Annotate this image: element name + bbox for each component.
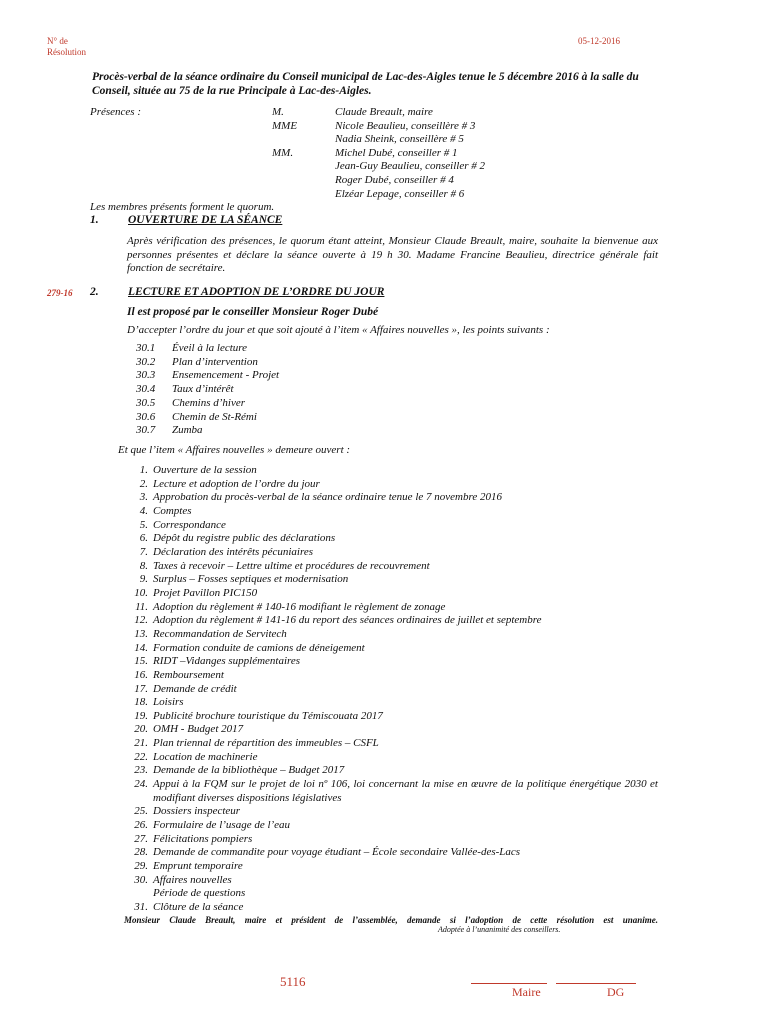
agenda-item-text: Lecture et adoption de l’ordre du jour — [153, 477, 320, 490]
agenda-item — [124, 546, 658, 560]
agenda-item — [124, 573, 658, 587]
presence-row — [272, 106, 485, 120]
document-date: 05-12-2016 — [578, 36, 620, 46]
agenda-item-text: Demande de commandite pour voyage étudiant – École secondaire Vallée-des-Lacs — [153, 846, 521, 859]
agenda-item-text: OMH - Budget 2017 — [153, 723, 244, 736]
section2-number: 2. — [90, 286, 99, 298]
agenda-item — [124, 505, 658, 519]
agenda-item-number: 13. — [134, 627, 148, 640]
agenda-item-number: 7. — [139, 545, 148, 558]
agenda-item-text: Comptes — [153, 504, 192, 517]
agenda-item-text: Période de questions — [153, 887, 246, 900]
presence-row — [272, 133, 485, 147]
presence-row — [272, 174, 485, 188]
agenda-item-text: Plan triennal de répartition des immeubles – CSFL — [153, 737, 379, 750]
item-number: 30.4 — [136, 383, 156, 396]
presence-row — [272, 120, 485, 134]
presence-name: Nadia Sheink, conseillère # 5 — [335, 133, 464, 146]
agenda-item-number: 23. — [134, 764, 148, 777]
resolution-label-line2: Résolution — [47, 47, 87, 57]
resolution-number-label — [47, 36, 86, 58]
presence-name: Elzéar Lepage, conseiller # 6 — [335, 187, 465, 200]
list-item — [136, 383, 279, 397]
section1-text: Après vérification des présences, le quorum étant atteint, Monsieur Claude Breault, maire, souhaite la bienvenue aux personnes présentes et déclare la séance ouverte à 19 h 30. Madame Francine Beaulieu, directrice générale fait fonction de secrétaire. — [127, 235, 658, 274]
agenda-item — [124, 655, 658, 669]
agenda-item-number: 20. — [134, 723, 148, 736]
agenda-item — [124, 723, 658, 737]
item-text: Ensemencement - Projet — [172, 369, 280, 382]
agenda-item — [124, 642, 658, 656]
section2-title: LECTURE ET ADOPTION DE L’ORDRE DU JOUR — [128, 286, 385, 298]
agenda-item-number: 2. — [139, 477, 148, 490]
agenda-item-number: 5. — [139, 518, 148, 531]
agenda-item-text: Déclaration des intérêts pécuniaires — [153, 545, 313, 558]
agenda-item-text: Adoption du règlement # 141-16 du report des séances ordinaires de juillet et septembre — [153, 614, 542, 627]
agenda-item — [124, 710, 658, 724]
presence-name: Roger Dubé, conseiller # 4 — [335, 173, 454, 186]
agenda-item-number: 1. — [139, 464, 148, 476]
agenda-item — [124, 860, 658, 874]
agenda-item-text: Appui à la FQM sur le projet de loi nº 106, loi concernant la mise en œuvre de la politique énergétique 2030 et modifiant diverses dispositions législatives — [153, 778, 658, 804]
presence-title: MME — [272, 119, 298, 132]
agenda-item-number: 21. — [134, 737, 148, 750]
agenda-item — [124, 887, 658, 901]
list-item — [136, 411, 279, 425]
item-number: 30.6 — [136, 410, 156, 423]
agenda-item — [124, 846, 658, 860]
agenda-item — [124, 614, 658, 628]
presence-name: Jean-Guy Beaulieu, conseiller # 2 — [335, 160, 485, 173]
agenda-item-text: Correspondance — [153, 518, 226, 531]
agenda-item — [124, 737, 658, 751]
agenda-item — [124, 819, 658, 833]
agenda-item — [124, 874, 658, 888]
agenda-item-text: RIDT –Vidanges supplémentaires — [153, 655, 301, 668]
agenda-item-number: 25. — [134, 805, 148, 818]
agenda-item — [124, 683, 658, 697]
agenda-item-number — [124, 887, 153, 901]
agenda-item-number: 16. — [134, 668, 148, 681]
maire-signature-line — [471, 983, 547, 984]
agenda-item — [124, 464, 658, 478]
agenda-item — [124, 805, 658, 819]
agenda-item — [124, 751, 658, 765]
agenda-item — [124, 901, 658, 915]
agenda-item — [124, 778, 658, 805]
presence-row — [272, 147, 485, 161]
unanimity-question: Monsieur Claude Breault, maire et président de l’assemblée, demande si l’adoption de cette résolution est unanime. — [124, 915, 658, 925]
agenda-item-number: 14. — [134, 641, 148, 654]
presences-list — [272, 106, 485, 201]
agenda-item-number: 17. — [134, 682, 148, 695]
resolution-number: 279-16 — [47, 288, 73, 298]
agenda-item — [124, 833, 658, 847]
item-number: 30.7 — [136, 424, 156, 437]
item-text: Chemin de St-Rémi — [172, 410, 257, 423]
item-text: Éveil à la lecture — [172, 342, 248, 354]
agenda-item-number: 18. — [134, 696, 148, 709]
agenda-item-text: Recommandation de Servitech — [153, 627, 287, 640]
agenda-item — [124, 628, 658, 642]
list-item — [136, 424, 279, 438]
agenda-item-text: Ouverture de la session — [153, 464, 257, 476]
agenda-item-number: 31. — [134, 901, 148, 913]
agenda-item-text: Emprunt temporaire — [153, 860, 243, 873]
agenda-item — [124, 601, 658, 615]
agenda-item — [124, 764, 658, 778]
item-number: 30.2 — [136, 355, 156, 368]
section1-title: OUVERTURE DE LA SÉANCE — [128, 214, 283, 226]
agenda-item-text: Location de machinerie — [153, 750, 258, 763]
agenda-item-text: Approbation du procès-verbal de la séance ordinaire tenue le 7 novembre 2016 — [153, 491, 502, 504]
agenda-item-text: Projet Pavillon PIC150 — [153, 586, 258, 599]
dg-signature-line — [556, 983, 636, 984]
list-item — [136, 342, 279, 356]
section1-number: 1. — [90, 214, 99, 226]
agenda-item — [124, 519, 658, 533]
agenda-item-text: Affaires nouvelles — [153, 873, 232, 886]
agenda-item-number: 12. — [134, 614, 148, 627]
agenda-item — [124, 478, 658, 492]
agenda-item — [124, 696, 658, 710]
presence-row — [272, 160, 485, 174]
maire-label: Maire — [512, 985, 541, 999]
quorum-statement: Les membres présents forment le quorum. — [90, 201, 275, 213]
item-text: Taux d’intérêt — [172, 383, 234, 396]
agenda-item-text: Formation conduite de camions de déneigement — [153, 641, 365, 654]
agenda-item-text: Dossiers inspecteur — [153, 805, 241, 818]
agenda-item — [124, 587, 658, 601]
presence-title — [272, 160, 335, 174]
agenda-item-number: 15. — [134, 655, 148, 668]
agenda-item — [124, 532, 658, 546]
added-items-list — [136, 342, 279, 438]
agenda-item-number: 19. — [134, 709, 148, 722]
agenda-item-number: 26. — [134, 819, 148, 832]
presence-title — [272, 133, 335, 147]
agenda-item-text: Demande de la bibliothèque – Budget 2017 — [153, 764, 345, 777]
agenda-item-number: 11. — [135, 600, 148, 613]
agenda-item-text: Taxes à recevoir – Lettre ultime et procédures de recouvrement — [153, 559, 430, 572]
agenda-item-number: 22. — [134, 750, 148, 763]
item-number: 30.3 — [136, 369, 156, 382]
agenda-list — [124, 464, 658, 915]
agenda-item-number: 28. — [134, 846, 148, 859]
agenda-item-text: Remboursement — [153, 668, 224, 681]
item-text: Zumba — [172, 424, 203, 437]
item-text: Plan d’intervention — [172, 355, 258, 368]
agenda-item — [124, 491, 658, 505]
open-item-text: Et que l’item « Affaires nouvelles » demeure ouvert : — [118, 444, 351, 456]
list-item — [136, 356, 279, 370]
agenda-item-text: Publicité brochure touristique du Témiscouata 2017 — [153, 709, 383, 722]
agenda-intro: D’accepter l’ordre du jour et que soit ajouté à l’item « Affaires nouvelles », les points suivants : — [127, 324, 550, 336]
agenda-item-number: 9. — [139, 573, 148, 586]
agenda-item-text: Adoption du règlement # 140-16 modifiant le règlement de zonage — [153, 600, 446, 613]
presences-label: Présences : — [90, 106, 142, 118]
presence-name: Michel Dubé, conseiller # 1 — [335, 146, 458, 159]
agenda-item — [124, 669, 658, 683]
agenda-item-text: Clôture de la séance — [153, 901, 244, 913]
agenda-item-number: 10. — [134, 586, 148, 599]
presence-name: Claude Breault, maire — [335, 106, 433, 118]
agenda-item-text: Formulaire de l’usage de l’eau — [153, 819, 291, 832]
agenda-item-number: 4. — [139, 504, 148, 517]
presence-title: MM. — [272, 146, 294, 159]
presence-title: M. — [272, 106, 284, 118]
agenda-item-text: Demande de crédit — [153, 682, 237, 695]
agenda-item — [124, 560, 658, 574]
agenda-item-number: 6. — [139, 532, 148, 545]
agenda-item-number: 8. — [139, 559, 148, 572]
agenda-item-number: 29. — [134, 860, 148, 873]
list-item — [136, 397, 279, 411]
resolution-label-line1: N° de — [47, 36, 68, 46]
presence-title — [272, 174, 335, 188]
list-item — [136, 369, 279, 383]
item-text: Chemins d’hiver — [172, 396, 246, 409]
agenda-item-number: 3. — [139, 491, 148, 504]
presence-title — [272, 188, 335, 202]
agenda-item-text: Loisirs — [153, 696, 184, 709]
agenda-item-number: 30. — [134, 873, 148, 886]
item-number: 30.5 — [136, 396, 156, 409]
item-number: 30.1 — [136, 342, 156, 354]
presence-row — [272, 188, 485, 202]
agenda-item-number: 27. — [134, 832, 148, 845]
adopted-statement: Adoptée à l’unanimité des conseillers. — [438, 925, 561, 934]
dg-label: DG — [607, 985, 625, 999]
minutes-title: Procès-verbal de la séance ordinaire du Conseil municipal de Lac-des-Aigles tenue le 5 décembre 2016 à la salle du Conseil, située au 75 de la rue Principale à Lac-des-Aigles. — [92, 71, 639, 97]
agenda-item-text: Surplus – Fosses septiques et modernisation — [153, 573, 349, 586]
proposer-line: Il est proposé par le conseiller Monsieur Roger Dubé — [127, 306, 379, 318]
agenda-item-text: Dépôt du registre public des déclarations — [153, 532, 336, 545]
presence-name: Nicole Beaulieu, conseillère # 3 — [335, 119, 476, 132]
page-number: 5116 — [280, 974, 306, 989]
agenda-item-text: Félicitations pompiers — [153, 832, 253, 845]
agenda-item-number: 24. — [134, 778, 148, 791]
